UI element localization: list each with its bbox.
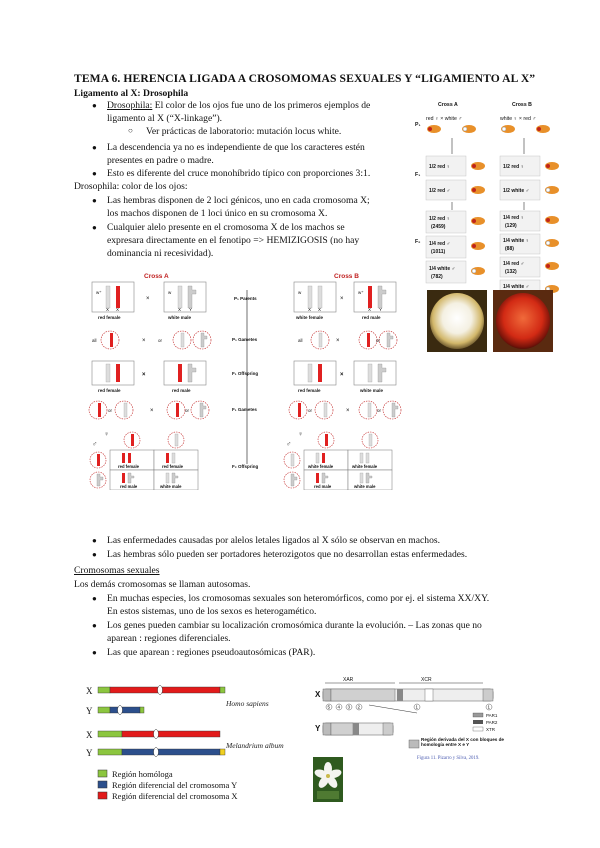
svg-text:×: ×	[142, 372, 146, 378]
male-symbol-icon: ♂	[286, 441, 292, 448]
svg-text:×: ×	[150, 408, 154, 414]
all-label: all	[298, 338, 303, 343]
side-a-parents: red ♀ × white ♂	[426, 116, 463, 122]
bullet-icon: ●	[92, 594, 97, 603]
label-white-male: white male	[168, 315, 192, 320]
allele-label: w⁺	[96, 290, 102, 295]
bullet-icon: ●	[92, 101, 97, 110]
label-white-female: white female	[308, 464, 334, 469]
label-red-male: red male	[314, 484, 332, 489]
text-x-linkage: ligamento al X (“X-linkage”).	[107, 113, 223, 124]
term-drosophila: Drosophila:	[107, 100, 153, 111]
block-number: 1	[415, 704, 419, 710]
side-cross-b-label: Cross B	[512, 102, 532, 108]
chrom-x-label: X	[86, 730, 93, 740]
label-white-female: white female	[296, 315, 324, 320]
legend-diff-y: Región diferencial del cromosoma Y	[112, 780, 238, 790]
text-hembras-b: los machos disponen de 1 loci único en su cromosoma X.	[107, 208, 328, 219]
female-symbol-icon: ♀	[298, 431, 304, 438]
label-red-female: red female	[298, 388, 321, 393]
block-number: 4	[337, 704, 341, 710]
chrom-y-label: Y	[315, 724, 321, 733]
side-a-f2-2: 1/4 red ♂	[429, 241, 451, 247]
text-genes-b: aparean : regiones diferenciales.	[107, 633, 231, 644]
allele-label: w⁺	[358, 290, 364, 295]
side-a-f2-3n: (782)	[431, 274, 443, 280]
label-red-male: red male	[362, 315, 381, 320]
cross-a-label: Cross A	[144, 273, 169, 280]
label-red-female: red female	[118, 464, 139, 469]
text-alelo-a: Cualquier alelo presente en el cromosoma X de los machos se	[107, 222, 345, 233]
cross-symbol: ×	[340, 296, 344, 302]
side-b-f2-2n: (88)	[505, 246, 514, 252]
side-b-parents: white ♀ × red ♂	[500, 116, 537, 122]
side-a-f2-2n: (1011)	[431, 249, 446, 255]
cross-symbol: ×	[146, 296, 150, 302]
or-label: or	[185, 408, 190, 413]
legend-par1: PAR1	[486, 713, 498, 718]
chrom-y-label: Y	[86, 748, 93, 758]
text-color-ojos: Drosophila: color de los ojos:	[74, 181, 188, 192]
figure-reference: Figura 11. Pizarro y Silva, 2019.	[417, 756, 480, 761]
label-red-female: red female	[98, 388, 121, 393]
chrom-x-label: X	[318, 307, 322, 312]
chrom-y-label: Y	[86, 706, 93, 716]
male-symbol-icon: ♂	[92, 441, 98, 448]
legend-xtr: XTR	[486, 727, 495, 732]
f1-offspring-label: F₁ Offspring	[232, 371, 259, 376]
xy-caption: Región derivada del X con bloques de homología entre X e Y	[421, 737, 504, 748]
bullet-icon: ●	[92, 223, 97, 232]
legend-homologous: Región homóloga	[112, 769, 173, 779]
section-heading-cromosomas: Cromosomas sexuales	[74, 565, 160, 576]
text-heteromorficos-b: En estos sistemas, uno de los sexos es heterogamético.	[107, 606, 317, 617]
chromosome-comparison-figure	[84, 678, 306, 808]
svg-text:×: ×	[142, 338, 146, 344]
or-label: or	[158, 338, 163, 343]
fly-eye-photos	[427, 290, 555, 352]
block-number: 2	[357, 704, 361, 710]
cross-b-label: Cross B	[334, 273, 359, 280]
cross-diagram	[84, 268, 410, 490]
chrom-x-label: X	[368, 307, 372, 312]
label-white-male: white male	[354, 484, 376, 489]
legend-swatch-homologous	[98, 770, 107, 777]
side-a-f1-1: 1/2 red ♀	[429, 164, 451, 170]
text-par: Las que aparean : regiones pseudoautosómicas (PAR).	[107, 647, 316, 658]
label-red-male: red male	[120, 484, 138, 489]
text-drosophila: El color de los ojos fue uno de los primeros ejemplos de	[152, 100, 371, 111]
legend-swatch-derived	[409, 740, 419, 748]
bullet-icon: ●	[92, 536, 97, 545]
melandrium-flower-photo	[313, 757, 343, 802]
label-white-male: white male	[160, 484, 182, 489]
side-a-f1-2: 1/2 red ♂	[429, 188, 451, 194]
bullet-icon: ●	[92, 196, 97, 205]
bullet-icon: ●	[92, 550, 97, 559]
text-autosomas: Los demás cromosomas se llaman autosomas.	[74, 579, 251, 590]
or-label: or	[377, 408, 382, 413]
bullet-icon: ●	[92, 143, 97, 152]
block-number: 3	[347, 704, 351, 710]
paragraph-drosophila	[107, 100, 407, 112]
side-b-f1-1: 1/2 red ♀	[503, 164, 525, 170]
side-f1-label: F₁	[415, 172, 421, 178]
f1-gametes-label: F₁ Gametes	[232, 407, 257, 412]
label-white-male: white male	[360, 388, 384, 393]
label-red-female: red female	[98, 315, 121, 320]
allele-label: w	[168, 290, 172, 295]
block-number: 5	[327, 704, 331, 710]
section-heading-ligamento: Ligamento al X: Drosophila	[74, 88, 189, 99]
or-label: or	[108, 408, 113, 413]
bullet-icon: ●	[92, 169, 97, 178]
text-alelo-b: expresara directamente en el fenotipo => HEMIZIGOSIS (no hay	[107, 235, 360, 246]
bullet-icon: ●	[92, 621, 97, 630]
chrom-x-label: X	[106, 307, 110, 312]
all-label: all	[92, 338, 97, 343]
f2-offspring-label: F₂ Offspring	[232, 464, 259, 469]
chrom-x-label: X	[116, 307, 120, 312]
side-b-f2-1n: (129)	[505, 223, 517, 229]
svg-text:×: ×	[336, 338, 340, 344]
bullet-icon: ●	[92, 648, 97, 657]
label-white-female: white female	[352, 464, 378, 469]
allele-label: w	[298, 290, 302, 295]
text-hembras-a: Las hembras disponen de 2 loci génicos, uno en cada cromosoma X;	[107, 195, 370, 206]
side-cross-a-label: Cross A	[438, 102, 458, 108]
xy-chromosome-figure	[313, 675, 523, 761]
side-p1-label: P₁	[415, 122, 421, 128]
text-alelo-c: dominancia ni recesividad).	[107, 248, 214, 259]
chrom-x-label: X	[86, 686, 93, 696]
text-enfermedades: Las enfermedades causadas por alelos letales ligados al X sólo se observan en machos.	[107, 535, 441, 546]
chrom-y-label: Y	[379, 307, 383, 312]
chrom-x-label: X	[308, 307, 312, 312]
text-portadores: Las hembras sólo pueden ser portadores heterozigotos que no desarrollan estas enfermedades.	[107, 549, 468, 560]
legend-swatch-diff-y	[98, 781, 107, 788]
text-descendencia-a: La descendencia ya no es independiente de que los caracteres estén	[107, 142, 365, 153]
species-melandrium: Melandrium album	[226, 741, 284, 750]
side-b-f1-2: 1/2 white ♂	[503, 188, 530, 194]
svg-text:×: ×	[340, 372, 344, 378]
block-number: 1	[487, 704, 491, 710]
or-label: or	[376, 338, 381, 343]
text-descendencia-b: presentes en padre o madre.	[107, 155, 214, 166]
side-a-f2-3: 1/4 white ♂	[429, 266, 456, 272]
label-red-female: red female	[162, 464, 183, 469]
label-red-male: red male	[172, 388, 191, 393]
xcr-label: XCR	[421, 677, 432, 683]
p1-parents-label: P₁ Parents	[234, 296, 257, 301]
side-b-f2-4: 1/4 white ♂	[503, 284, 530, 290]
legend-swatch-diff-x	[98, 792, 107, 799]
text-monohibrido: Esto es diferente del cruce monohíbrido típico con proporciones 3:1.	[107, 168, 371, 179]
chrom-x-label: X	[315, 690, 321, 699]
text-heteromorficos-a: En muchas especies, los cromosomas sexuales son heteromórficos, como por ej. el sistema XX/XY.	[107, 593, 490, 604]
fly-icon-group	[427, 125, 550, 133]
text-practicas: Ver prácticas de laboratorio: mutación locus white.	[146, 126, 342, 137]
legend-par2: PAR2	[486, 720, 498, 725]
sub-bullet-icon: ○	[128, 126, 133, 135]
side-b-f2-3n: (132)	[505, 269, 517, 275]
svg-text:×: ×	[346, 408, 350, 414]
text-genes-a: Los genes pueden cambiar su localización cromosómica durante la evolución. – Las zonas que no	[107, 620, 482, 631]
chrom-x-label: X	[178, 307, 182, 312]
side-b-f2-3: 1/4 red ♂	[503, 261, 525, 267]
side-b-f2-1: 1/4 red ♀	[503, 215, 525, 221]
species-homo-sapiens: Homo sapiens	[226, 699, 269, 708]
female-symbol-icon: ♀	[104, 431, 110, 438]
side-a-f2-1: 1/2 red ♀	[429, 216, 451, 222]
side-a-f2-1n: (2459)	[431, 224, 446, 230]
p1-gametes-label: P₁ Gametes	[232, 337, 258, 342]
side-b-f2-2: 1/4 white ♀	[503, 238, 530, 244]
page-title: TEMA 6. HERENCIA LIGADA A CROSOMOMAS SEXUALES Y “LIGAMIENTO AL X”	[74, 72, 536, 85]
chrom-y-label: Y	[189, 307, 193, 312]
xar-label: XAR	[343, 677, 354, 683]
legend-diff-x: Región diferencial del cromosoma X	[112, 791, 238, 801]
or-label: or	[308, 408, 313, 413]
side-f2-label: F₂	[415, 239, 421, 245]
